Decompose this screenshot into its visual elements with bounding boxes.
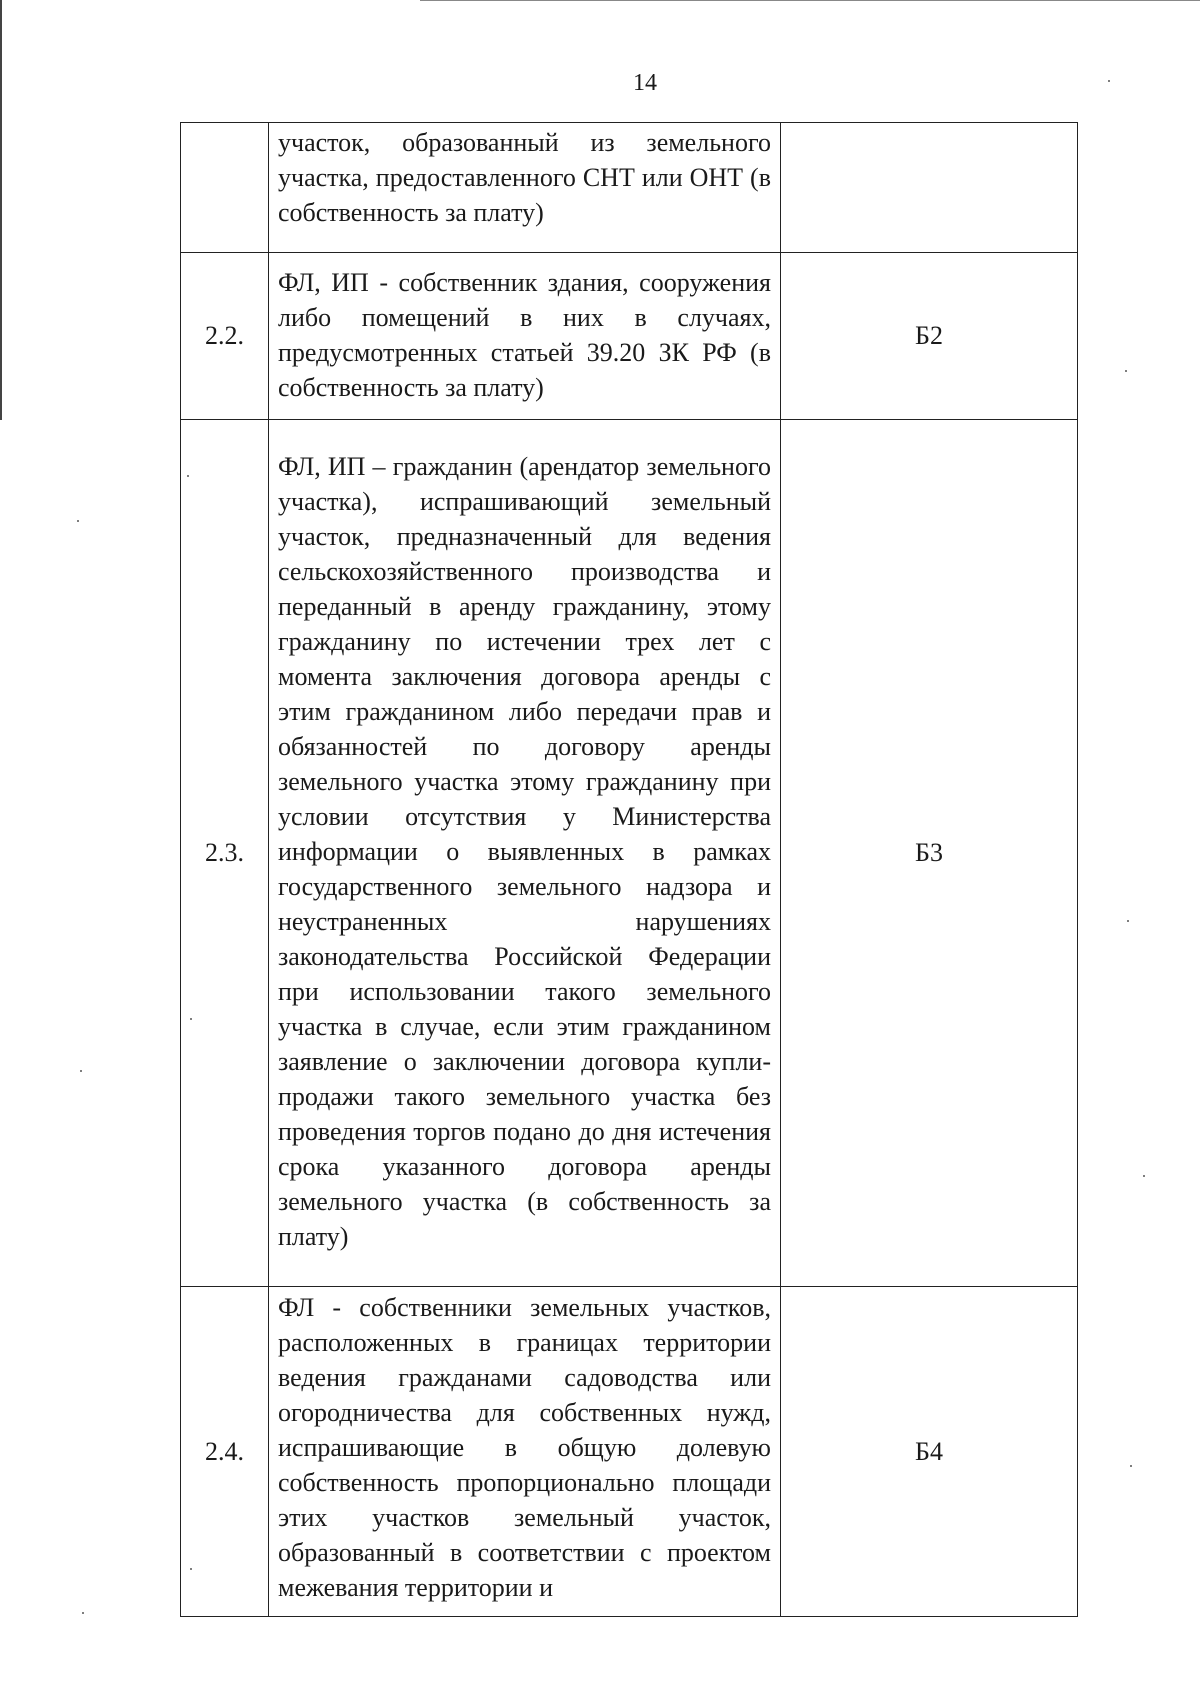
page-number: 14 [633, 70, 657, 96]
row-code: Б3 [781, 420, 1078, 1287]
table-row [181, 1287, 1078, 1617]
row-number: 2.3. [181, 420, 269, 1287]
table-row [181, 123, 1078, 253]
row-description: ФЛ, ИП – гражданин (арендатор земельного участка), испрашивающий земельный участок, предназначенный для ведения сельскохозяйственного производства и переданный в аренду гражданину, этому гражданину по истечении трех лет с момента заключения договора аренды с этим гражданином либо передачи прав и обязанностей по договору аренды земельного участка этому гражданину при условии отсутствия у Министерства информации о выявленных в рамках государственного земельного надзора и неустраненных нарушениях законодательства Российской Федерации при использовании такого земельного участка в случае, если этим гражданином заявление о заключении договора купли-продажи такого земельного участка без проведения торгов подано до дня истечения срока указанного договора аренды земельного участка (в собственность за плату) [269, 420, 781, 1287]
scan-speck [77, 520, 79, 522]
scan-speck [1127, 920, 1129, 922]
row-description: ФЛ - собственники земельных участков, расположенных в границах территории ведения гражданами садоводства или огородничества для собственных нужд, испрашивающие в общую долевую собственность пропорционально площади этих участков земельный участок, образованный в соответствии с проектом межевания территории и [269, 1287, 781, 1617]
scan-speck [1130, 1465, 1132, 1467]
scan-speck [190, 1018, 192, 1020]
scan-speck [187, 475, 189, 477]
land-plot-table [180, 122, 1078, 1617]
row-number [181, 123, 269, 253]
scan-speck [1125, 370, 1127, 372]
scan-speck [1143, 1175, 1145, 1177]
table-row [181, 253, 1078, 420]
row-code [781, 123, 1078, 253]
scan-top-edge [420, 0, 1200, 1]
scan-left-edge [0, 0, 2, 420]
row-code: Б2 [781, 253, 1078, 420]
row-number: 2.4. [181, 1287, 269, 1617]
scan-speck [82, 1612, 84, 1614]
scan-speck [190, 1568, 192, 1570]
row-code: Б4 [781, 1287, 1078, 1617]
scan-speck [1108, 80, 1110, 82]
row-description: ФЛ, ИП - собственник здания, сооружения либо помещений в них в случаях, предусмотренных статьей 39.20 ЗК РФ (в собственность за плату) [269, 253, 781, 420]
row-number: 2.2. [181, 253, 269, 420]
scan-speck [80, 1070, 82, 1072]
table-row [181, 420, 1078, 1287]
row-description: участок, образованный из земельного участка, предоставленного СНТ или ОНТ (в собственность за плату) [269, 123, 781, 253]
